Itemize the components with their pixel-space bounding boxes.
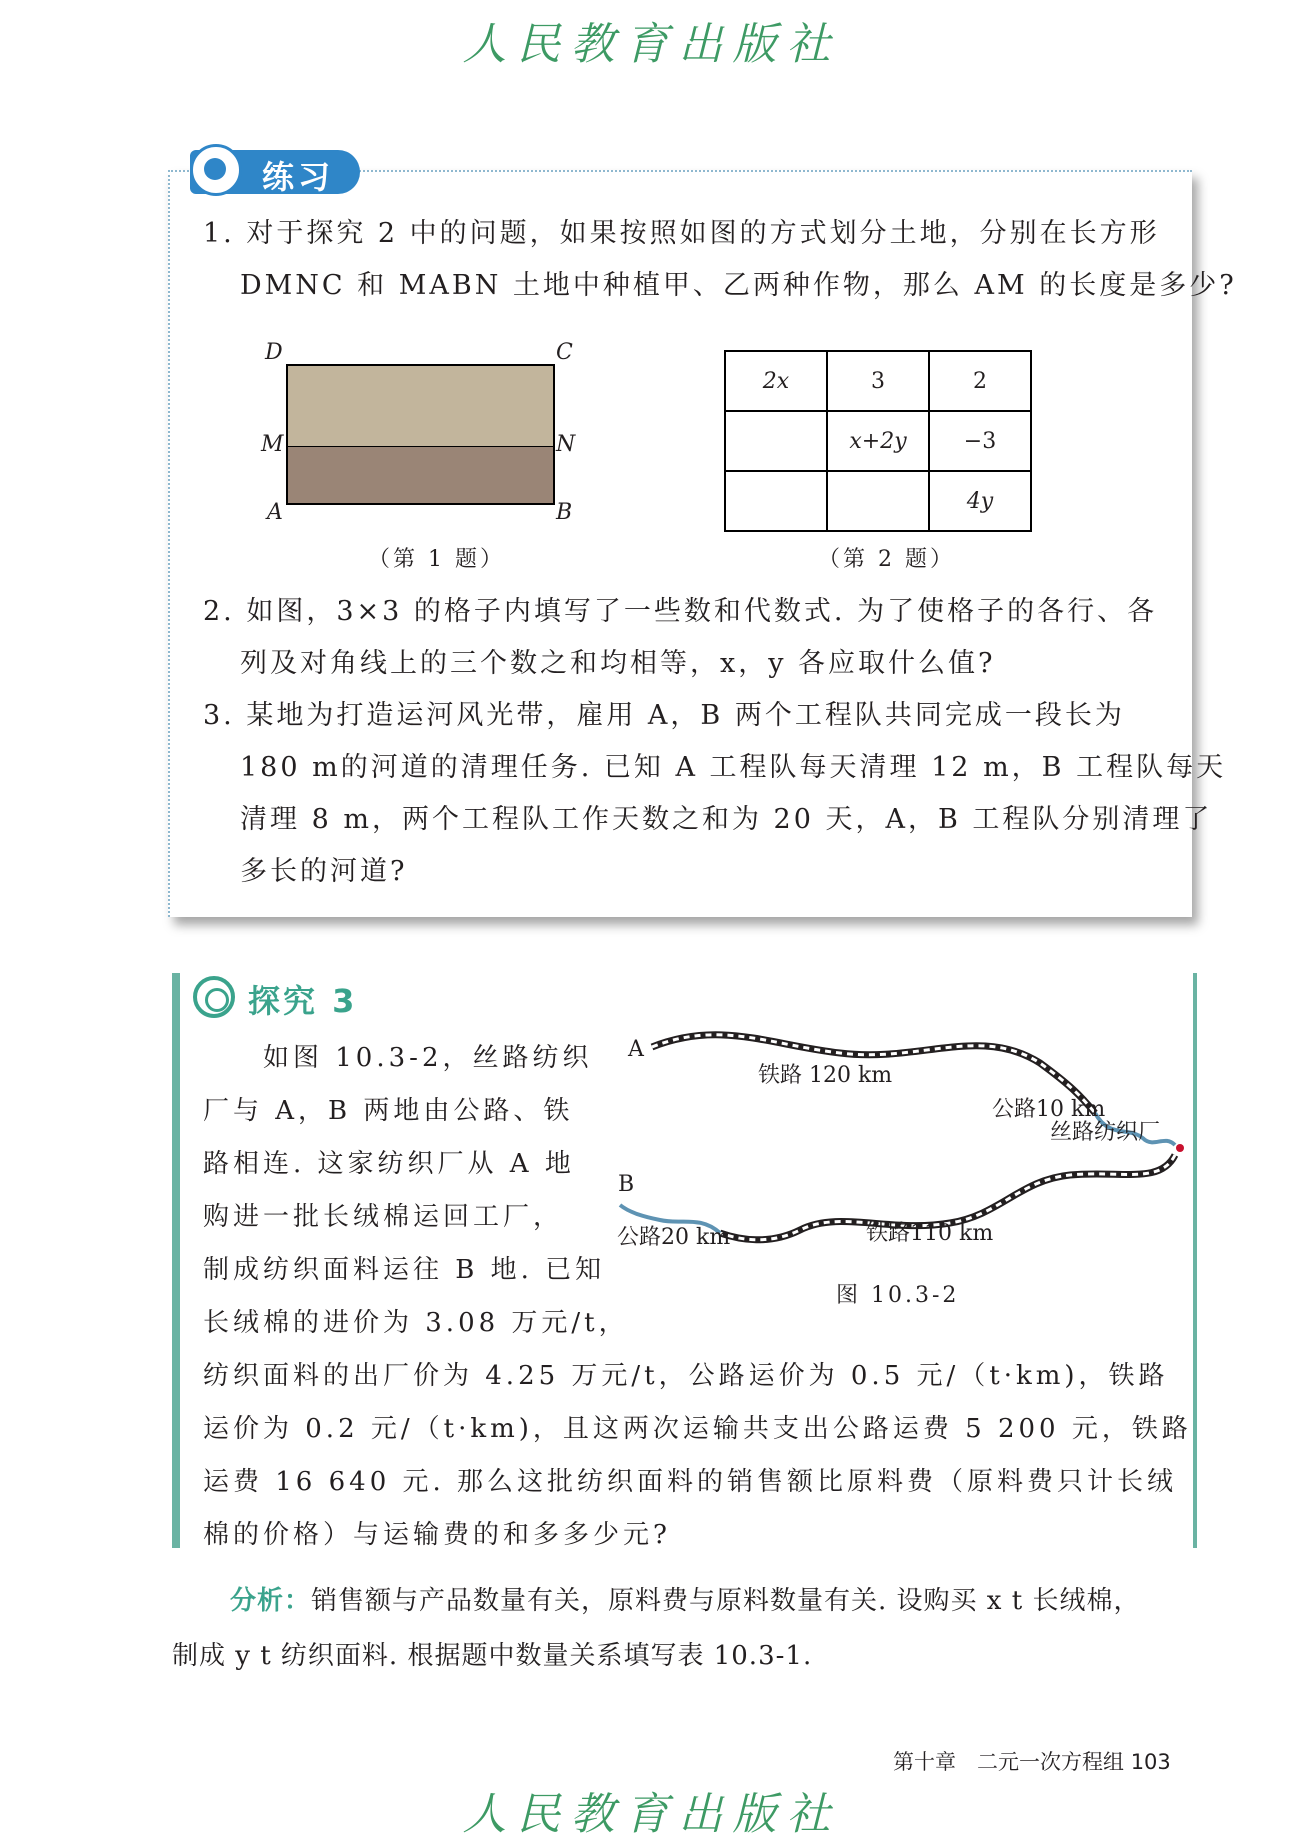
grid-cell: −3 [929, 411, 1031, 471]
figure-1-label-c: C [556, 340, 573, 365]
grid-row [725, 351, 1031, 411]
explore-left-bar [172, 973, 180, 1548]
map-label-road-top: 公路10 km [992, 1097, 1106, 1122]
question-2-line-2: 列及对角线上的三个数之和均相等，x，y 各应取什么值? [240, 648, 996, 679]
figure-1-label-a: A [267, 500, 283, 525]
explore-icon [193, 976, 235, 1018]
analysis-label: 分析： [230, 1586, 312, 1616]
question-3-line-4: 多长的河道? [240, 856, 408, 887]
figure-1-label-b: B [556, 500, 573, 525]
explore-line-5: 制成纺织面料运往 B 地. 已知 [203, 1255, 606, 1285]
question-3-line-2: 180 m的河道的清理任务. 已知 A 工程队每天清理 12 m，B 工程队每天 [240, 752, 1227, 783]
explore-line-8: 运价为 0.2 元/（t·km)，且这两次运输共支出公路运费 5 200 元，铁路 [203, 1414, 1192, 1444]
page-footer [893, 1746, 1171, 1776]
question-3-line-1: 3. 某地为打造运河风光带，雇用 A，B 两个工程队共同完成一段长为 [203, 700, 1125, 731]
explore-line-3: 路相连. 这家纺织厂从 A 地 [203, 1149, 575, 1179]
grid-cell [827, 471, 929, 531]
grid-row [725, 471, 1031, 531]
analysis-line-2: 制成 y t 纺织面料. 根据题中数量关系填写表 10.3-1. [172, 1641, 813, 1671]
question-3-line-3: 清理 8 m，两个工程队工作天数之和为 20 天，A，B 工程队分别清理了 [240, 804, 1213, 835]
grid-cell: 2 [929, 351, 1031, 411]
explore-line-1: 如图 10.3-2，丝路纺织 [263, 1043, 593, 1073]
figure-2-grid [724, 350, 1032, 532]
question-2-line-1: 2. 如图，3×3 的格子内填写了一些数和代数式. 为了使格子的各行、各 [203, 596, 1158, 627]
explore-title: 探究 3 [248, 982, 358, 1020]
analysis-text-1: 销售额与产品数量有关，原料费与原料数量有关. 设购买 x t 长绒棉， [311, 1586, 1141, 1616]
map-label-rail-top: 铁路 120 km [758, 1063, 893, 1088]
grid-cell: 2x [725, 351, 827, 411]
explore-line-7: 纺织面料的出厂价为 4.25 万元/t，公路运价为 0.5 元/（t·km)，铁路 [203, 1361, 1169, 1391]
map-label-a: A [628, 1037, 644, 1062]
explore-line-9: 运费 16 640 元. 那么这批纺织面料的销售额比原料费（原料费只计长绒 [203, 1467, 1178, 1497]
figure-1-label-n: N [556, 432, 576, 457]
practice-icon [190, 144, 242, 196]
map-label-b: B [618, 1172, 635, 1197]
question-1-line-1: 1. 对于探究 2 中的问题，如果按照如图的方式划分土地，分别在长方形 [203, 218, 1160, 249]
explore-line-6: 长绒棉的进价为 3.08 万元/t， [203, 1308, 629, 1338]
grid-cell [725, 411, 827, 471]
figure-1-label-d: D [265, 340, 283, 365]
publisher-logo-top: 人民教育出版社 [462, 19, 841, 70]
explore-line-10: 棉的价格）与运输费的和多多少元? [203, 1520, 671, 1550]
map-caption: 图 10.3-2 [836, 1283, 960, 1308]
figure-1-caption: （第 1 题） [368, 547, 505, 572]
grid-cell [725, 471, 827, 531]
explore-line-4: 购进一批长绒棉运回工厂， [203, 1202, 564, 1232]
figure-1-label-m: M [261, 432, 284, 457]
figure-1-upper-plot [286, 364, 555, 447]
chapter-title: 第十章 二元一次方程组 [893, 1750, 1124, 1774]
question-1-line-2: DMNC 和 MABN 土地中种植甲、乙两种作物，那么 AM 的长度是多少? [240, 270, 1237, 301]
grid-cell: 4y [929, 471, 1031, 531]
practice-title: 练习 [262, 158, 335, 196]
map-label-rail-bottom: 铁路110 km [866, 1221, 994, 1246]
page-number: 103 [1130, 1750, 1171, 1774]
figure-1-lower-plot [286, 446, 555, 505]
publisher-logo-bottom: 人民教育出版社 [462, 1789, 841, 1840]
grid-cell: x+2y [827, 411, 929, 471]
analysis-line-1 [230, 1575, 1140, 1628]
figure-2-caption: （第 2 题） [818, 547, 955, 572]
explore-line-2: 厂与 A，B 两地由公路、铁 [203, 1096, 574, 1126]
grid-cell: 3 [827, 351, 929, 411]
map-label-road-bottom: 公路20 km [617, 1225, 731, 1250]
map-label-factory: 丝路纺织厂 [1050, 1120, 1161, 1145]
factory-marker [1176, 1144, 1184, 1152]
grid-row [725, 411, 1031, 471]
